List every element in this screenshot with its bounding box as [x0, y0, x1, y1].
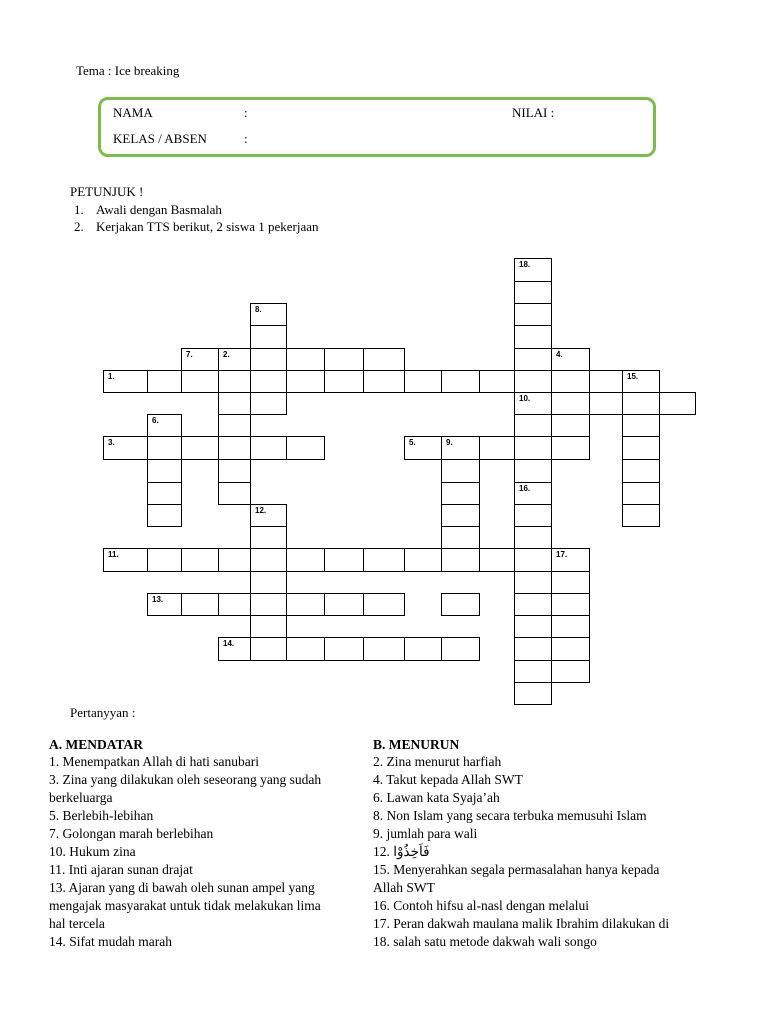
crossword-cell[interactable] — [181, 370, 219, 393]
across-clue: 14. Sifat mudah marah — [49, 934, 172, 949]
crossword-cell[interactable] — [363, 548, 405, 572]
crossword-cell[interactable] — [551, 593, 590, 616]
clue-number: 18. — [519, 260, 531, 269]
crossword-cell[interactable] — [441, 504, 480, 527]
across-clue: 13. Ajaran yang di bawah oleh sunan ampel yang — [49, 880, 315, 895]
crossword-cell[interactable] — [551, 348, 590, 371]
down-title: B. MENURUN — [373, 737, 460, 752]
crossword-cell[interactable] — [250, 303, 287, 326]
crossword-cell[interactable] — [250, 504, 287, 527]
name-label: NAMA — [113, 105, 153, 120]
across-clue: hal tercela — [49, 916, 105, 931]
crossword-cell[interactable] — [103, 370, 148, 393]
crossword-cell[interactable] — [514, 571, 552, 594]
across-clue: berkeluarga — [49, 790, 113, 805]
crossword-cell[interactable] — [363, 348, 405, 371]
across-clue: 7. Golongan marah berlebihan — [49, 826, 214, 841]
across-clue-list — [49, 753, 357, 951]
crossword-cell[interactable] — [514, 370, 552, 393]
crossword-cell[interactable] — [514, 526, 552, 549]
clue-number: 17. — [556, 550, 568, 559]
crossword-cell[interactable] — [218, 370, 251, 393]
crossword-cell[interactable] — [250, 615, 287, 638]
instruction-number: 2. — [74, 219, 84, 234]
crossword-cell[interactable] — [286, 548, 325, 572]
crossword-cell[interactable] — [218, 392, 251, 415]
crossword-cell[interactable] — [324, 637, 364, 661]
clue-number: 11. — [108, 550, 119, 559]
crossword-cell[interactable] — [514, 258, 552, 282]
crossword-cell[interactable] — [147, 593, 182, 616]
crossword-cell[interactable] — [551, 392, 590, 415]
crossword-cell[interactable] — [551, 370, 590, 393]
clue-number: 1. — [108, 372, 115, 381]
down-clue: 15. Menyerahkan segala permasalahan hanya kepada — [373, 862, 660, 877]
instruction-number: 1. — [74, 202, 84, 217]
clue-number: 7. — [186, 350, 193, 359]
crossword-cell[interactable] — [250, 571, 287, 594]
crossword-cell[interactable] — [363, 637, 405, 661]
crossword-cell[interactable] — [324, 593, 364, 616]
crossword-cell[interactable] — [479, 436, 515, 460]
clue-number: 9. — [446, 438, 453, 447]
crossword-cell[interactable] — [622, 436, 660, 460]
across-clue: mengajak masyarakat untuk tidak melakukan lima — [49, 898, 321, 913]
score-label: NILAI : — [512, 105, 555, 120]
clue-number: 6. — [152, 416, 159, 425]
questions-label: Pertanyyan : — [70, 705, 136, 720]
crossword-cell[interactable] — [622, 414, 660, 437]
down-clue: 18. salah satu metode dakwah wali songo — [373, 934, 597, 949]
crossword-cell[interactable] — [324, 370, 364, 393]
crossword-cell[interactable] — [514, 303, 552, 326]
crossword-cell[interactable] — [551, 660, 590, 683]
crossword-cell[interactable] — [147, 370, 182, 393]
clue-number: 2. — [223, 350, 230, 359]
clue-number: 16. — [519, 484, 531, 493]
across-title: A. MENDATAR — [49, 737, 143, 752]
crossword-cell[interactable] — [218, 414, 251, 437]
crossword-cell[interactable] — [250, 436, 287, 460]
crossword-cell[interactable] — [147, 414, 182, 437]
crossword-cell[interactable] — [250, 593, 287, 616]
crossword-cell[interactable] — [324, 348, 364, 371]
crossword-cell[interactable] — [250, 637, 287, 661]
crossword-cell[interactable] — [441, 436, 480, 460]
crossword-cell[interactable] — [514, 682, 552, 705]
crossword-cell[interactable] — [363, 593, 405, 616]
crossword-cell[interactable] — [286, 370, 325, 393]
crossword-cell[interactable] — [441, 370, 480, 393]
crossword-cell[interactable] — [551, 615, 590, 638]
crossword-cell[interactable] — [479, 370, 515, 393]
crossword-cell[interactable] — [147, 548, 182, 572]
crossword-cell[interactable] — [514, 348, 552, 371]
crossword-cell[interactable] — [514, 593, 552, 616]
crossword-cell[interactable] — [286, 637, 325, 661]
crossword-cell[interactable] — [622, 392, 660, 415]
crossword-cell[interactable] — [441, 482, 480, 505]
crossword-cell[interactable] — [441, 593, 480, 616]
crossword-cell[interactable] — [286, 348, 325, 371]
crossword-cell[interactable] — [514, 325, 552, 349]
crossword-cell[interactable] — [479, 548, 515, 572]
crossword-cell[interactable] — [250, 526, 287, 549]
crossword-cell[interactable] — [103, 548, 148, 572]
clue-number: 12. — [255, 506, 267, 515]
crossword-cell[interactable] — [622, 459, 660, 483]
clue-number: 15. — [627, 372, 639, 381]
crossword-cell[interactable] — [514, 615, 552, 638]
crossword-cell[interactable] — [622, 370, 660, 393]
crossword-cell[interactable] — [363, 370, 405, 393]
crossword-cell[interactable] — [286, 593, 325, 616]
crossword-cell[interactable] — [514, 392, 552, 415]
crossword-cell[interactable] — [622, 504, 660, 527]
crossword-cell[interactable] — [514, 459, 552, 483]
crossword-cell[interactable] — [147, 482, 182, 505]
crossword-cell[interactable] — [218, 637, 251, 661]
crossword-cell[interactable] — [514, 281, 552, 304]
crossword-cell[interactable] — [250, 548, 287, 572]
crossword-cell[interactable] — [218, 593, 251, 616]
clue-number: 5. — [409, 438, 416, 447]
crossword-cell[interactable] — [441, 526, 480, 549]
crossword-cell[interactable] — [218, 548, 251, 572]
crossword-cell[interactable] — [218, 348, 251, 371]
crossword-cell[interactable] — [181, 593, 219, 616]
crossword-cell[interactable] — [404, 548, 442, 572]
crossword-cell[interactable] — [324, 548, 364, 572]
crossword-cell[interactable] — [514, 504, 552, 527]
down-clue: 17. Peran dakwah maulana malik Ibrahim dilakukan di — [373, 916, 670, 931]
instructions-title: PETUNJUK ! — [70, 184, 144, 199]
crossword-cell[interactable] — [551, 571, 590, 594]
crossword-cell[interactable] — [551, 414, 590, 437]
clue-number: 10. — [519, 394, 531, 403]
crossword-cell[interactable] — [250, 325, 287, 349]
crossword-cell[interactable] — [514, 660, 552, 683]
clue-number: 3. — [108, 438, 115, 447]
across-clue: 10. Hukum zina — [49, 844, 136, 859]
clue-number: 13. — [152, 595, 164, 604]
across-clue: 3. Zina yang dilakukan oleh seseorang yang sudah — [49, 772, 322, 787]
down-clue: 8. Non Islam yang secara terbuka memusuhi Islam — [373, 808, 647, 823]
crossword-cell[interactable] — [514, 637, 552, 661]
crossword-cell[interactable] — [514, 414, 552, 437]
crossword-cell[interactable] — [659, 392, 696, 415]
down-clue: 4. Takut kepada Allah SWT — [373, 772, 523, 787]
crossword-cell[interactable] — [147, 436, 182, 460]
crossword-cell[interactable] — [404, 370, 442, 393]
crossword-cell[interactable] — [441, 548, 480, 572]
crossword-cell[interactable] — [404, 637, 442, 661]
down-clue: Allah SWT — [373, 880, 435, 895]
down-clue: 16. Contoh hifsu al-nasl dengan melalui — [373, 898, 589, 913]
across-clue: 11. Inti ajaran sunan drajat — [49, 862, 193, 877]
name-colon: : — [244, 105, 248, 120]
clue-number: 4. — [556, 350, 563, 359]
theme-line: Tema : Ice breaking — [76, 63, 180, 78]
instruction-text: Kerjakan TTS berikut, 2 siswa 1 pekerjaan — [96, 219, 319, 234]
crossword-cell[interactable] — [551, 436, 590, 460]
crossword-cell[interactable] — [551, 548, 590, 572]
crossword-cell[interactable] — [441, 459, 480, 483]
crossword-cell[interactable] — [589, 370, 623, 393]
crossword-cell[interactable] — [551, 637, 590, 661]
down-clue-list — [373, 753, 718, 951]
crossword-cell[interactable] — [622, 482, 660, 505]
down-clues — [373, 737, 718, 951]
crossword-cell[interactable] — [181, 436, 219, 460]
crossword-cell[interactable] — [514, 436, 552, 460]
across-clue: 1. Menempatkan Allah di hati sanubari — [49, 754, 259, 769]
clue-number: 8. — [255, 305, 262, 314]
crossword-cell[interactable] — [218, 459, 251, 483]
down-clue: 9. jumlah para wali — [373, 826, 478, 841]
crossword-cell[interactable] — [181, 548, 219, 572]
crossword-cell[interactable] — [286, 436, 325, 460]
down-clue: 6. Lawan kata Syaja’ah — [373, 790, 500, 805]
class-colon: : — [244, 131, 248, 146]
crossword-cell[interactable] — [218, 436, 251, 460]
crossword-cell[interactable] — [147, 504, 182, 527]
crossword-cell[interactable] — [514, 482, 552, 505]
across-clue: 5. Berlebih-lebihan — [49, 808, 154, 823]
across-clues — [49, 737, 357, 951]
down-clue: 12. فَاَخِذُوْا — [373, 844, 430, 859]
down-clue: 2. Zina menurut harfiah — [373, 754, 502, 769]
crossword-cell[interactable] — [250, 348, 287, 371]
class-label: KELAS / ABSEN — [113, 131, 207, 146]
crossword-cell[interactable] — [181, 348, 219, 371]
crossword-cell[interactable] — [147, 459, 182, 483]
instruction-text: Awali dengan Basmalah — [96, 202, 222, 217]
crossword-cell[interactable] — [441, 637, 480, 661]
crossword-cell[interactable] — [218, 482, 251, 505]
clue-number: 14. — [223, 639, 235, 648]
crossword-cell[interactable] — [404, 436, 442, 460]
crossword-cell[interactable] — [589, 392, 623, 415]
crossword-cell[interactable] — [250, 370, 287, 393]
crossword-cell[interactable] — [250, 392, 287, 415]
crossword-cell[interactable] — [103, 436, 148, 460]
crossword-cell[interactable] — [514, 548, 552, 572]
